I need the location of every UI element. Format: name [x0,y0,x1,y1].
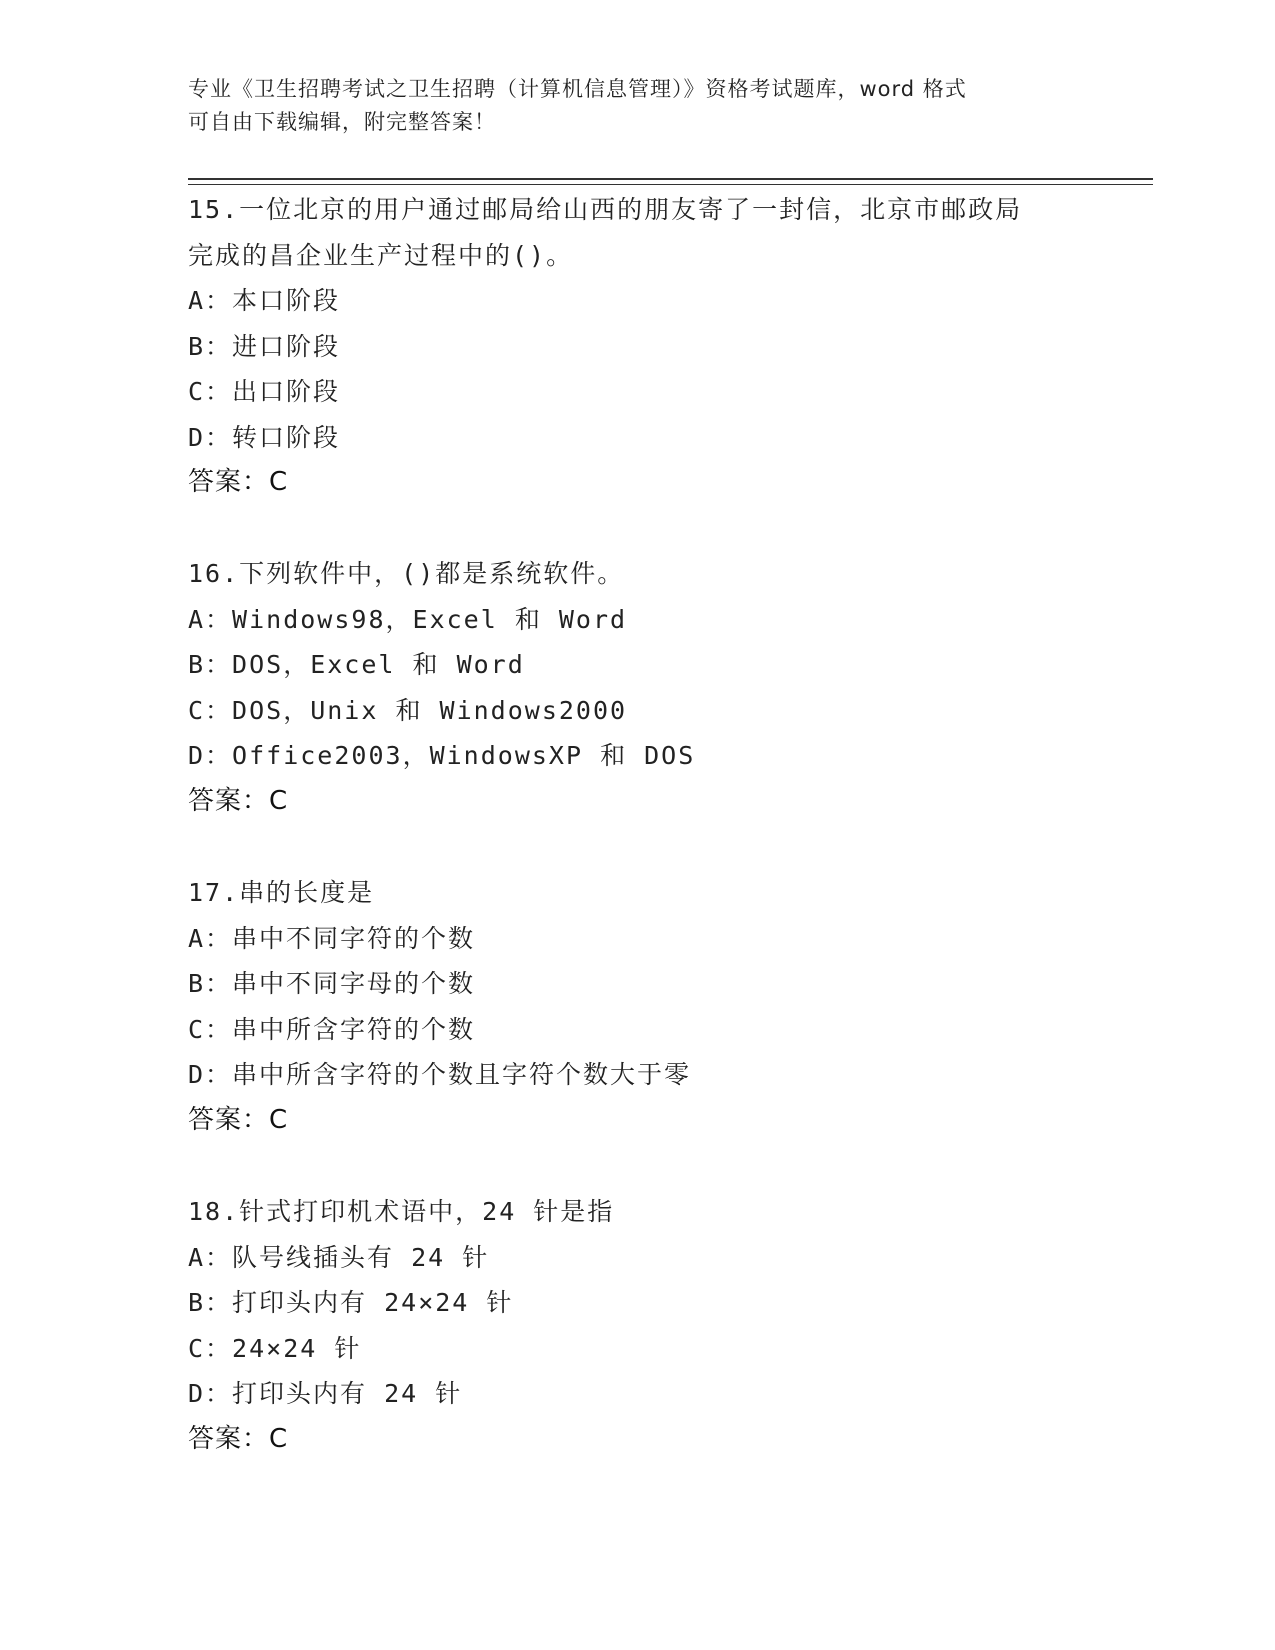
option-b: B：进口阶段 [188,331,341,361]
header-divider-thin [188,184,1153,185]
option-a: A：本口阶段 [188,286,341,315]
option-c: C：24×24 针 [188,1333,362,1363]
option-a: A：Windows98，Excel 和 Word [188,604,628,634]
header-divider-thick [188,178,1153,180]
option-d: D：Office2003，WindowsXP 和 DOS [188,741,696,770]
question-18 [188,1189,1138,1462]
option-a: A：串中不同字符的个数 [188,923,476,953]
document-header [188,73,1088,139]
question-stem-line-1: 16.下列软件中，()都是系统软件。 [188,559,625,588]
header-line-1: 专业《卫生招聘考试之卫生招聘（计算机信息管理）》资格考试题库，word 格式 [188,77,967,101]
answer: 答案：C [188,467,289,497]
answer: 答案：C [188,1423,289,1454]
option-c: C：串中所含字符的个数 [188,1014,476,1044]
option-c: C：DOS，Unix 和 Windows2000 [188,695,628,725]
option-b: B：打印头内有 24×24 针 [188,1288,514,1317]
question-15 [188,187,1138,506]
option-d: D：串中所含字符的个数且字符个数大于零 [188,1060,692,1089]
option-a: A：队号线插头有 24 针 [188,1242,490,1272]
option-d: D：打印头内有 24 针 [188,1379,463,1408]
question-17 [188,870,1138,1143]
answer: 答案：C [188,1104,289,1135]
option-c: C：出口阶段 [188,377,341,406]
option-b: B：串中不同字母的个数 [188,969,476,998]
question-stem-line-1: 17.串的长度是 [188,878,375,907]
header-line-2: 可自由下载编辑，附完整答案！ [188,110,496,134]
option-b: B：DOS，Excel 和 Word [188,650,525,679]
question-16 [188,551,1138,824]
answer: 答案：C [188,785,289,816]
question-stem-line-1: 18.针式打印机术语中，24 针是指 [188,1197,615,1226]
option-d: D：转口阶段 [188,422,341,452]
question-stem-line-2: 完成的昌企业生产过程中的()。 [188,240,574,270]
question-stem-line-1: 15.一位北京的用户通过邮局给山西的朋友寄了一封信，北京市邮政局 [188,195,1023,224]
